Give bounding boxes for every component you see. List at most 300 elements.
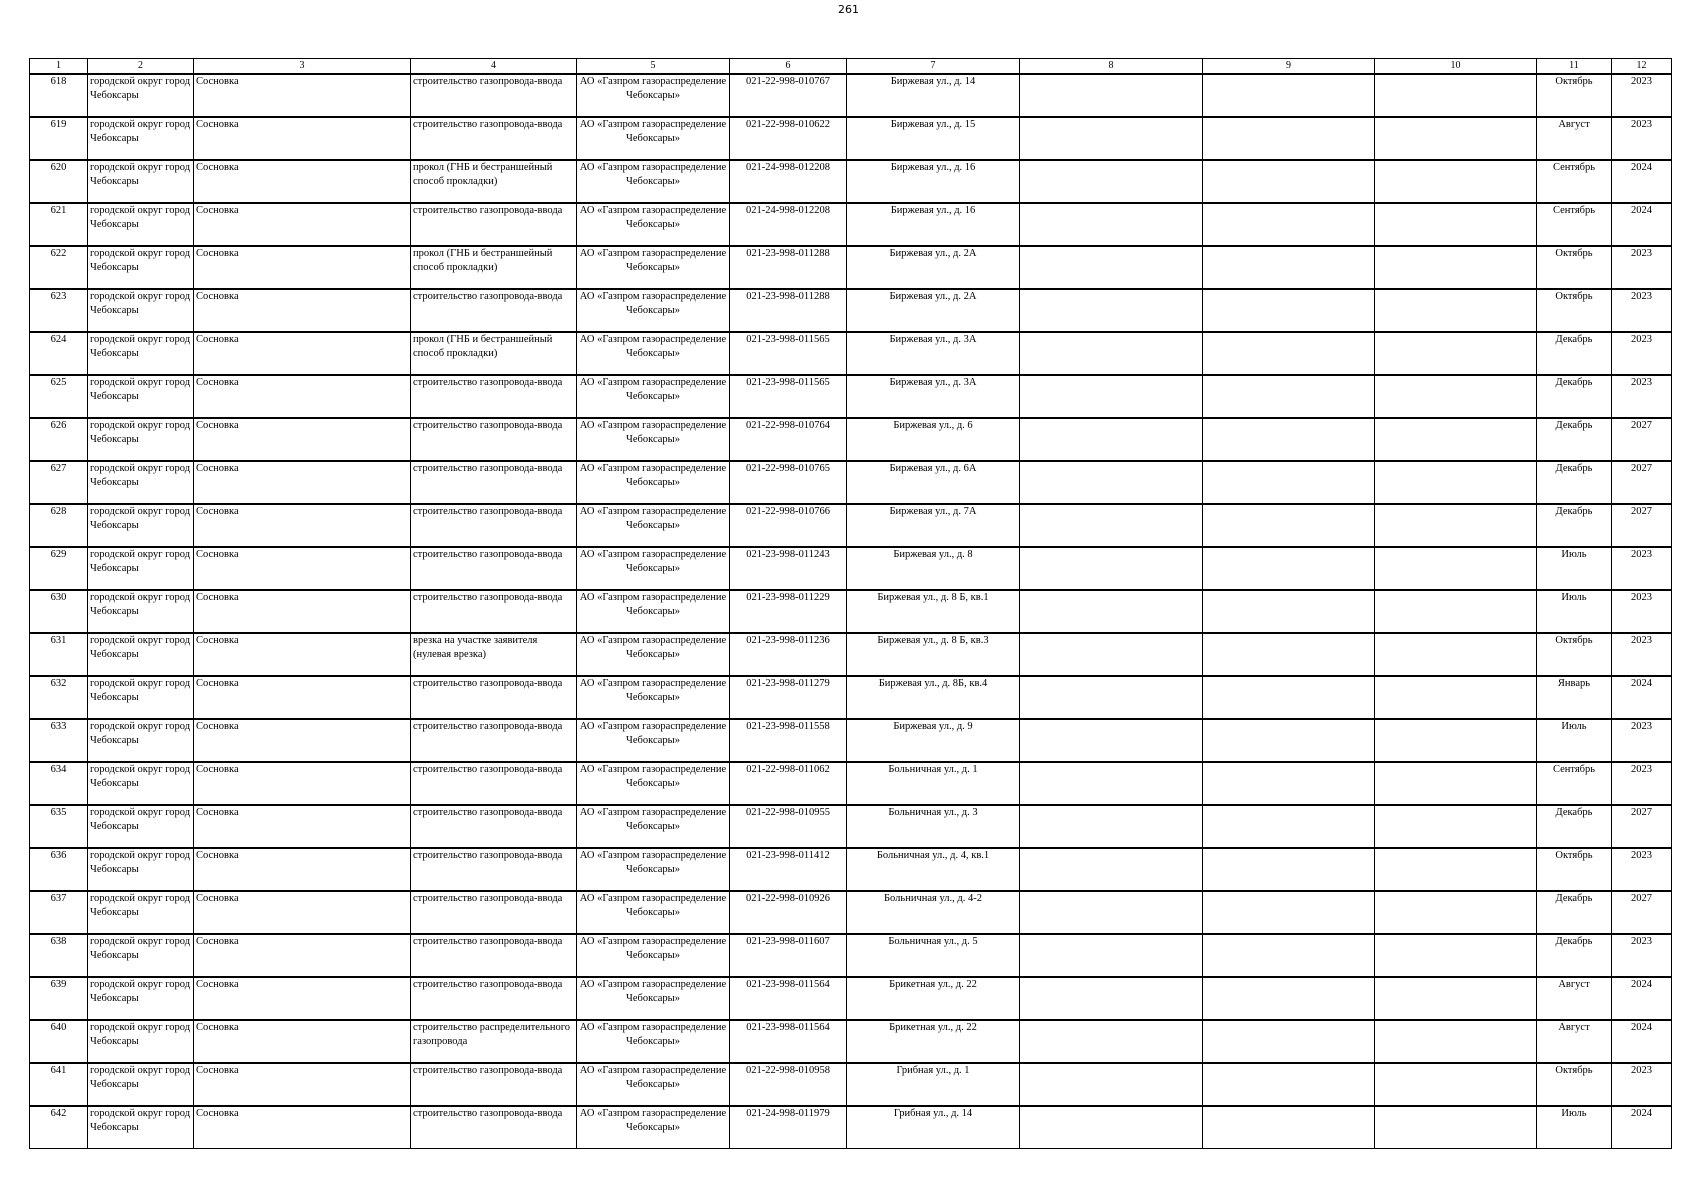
empty-cell-9 <box>1203 934 1375 977</box>
column-header: 7 <box>847 59 1020 75</box>
work-type-cell: строительство газопровода-ввода <box>411 934 577 977</box>
municipality-cell: городской округ город Чебоксары <box>88 375 194 418</box>
column-header: 4 <box>411 59 577 75</box>
locality-cell: Сосновка <box>194 891 411 934</box>
locality-cell: Сосновка <box>194 289 411 332</box>
application-code-cell: 021-23-998-011565 <box>730 332 847 375</box>
empty-cell-9 <box>1203 332 1375 375</box>
row-number-cell: 631 <box>30 633 88 676</box>
empty-cell-9 <box>1203 160 1375 203</box>
address-cell: Брикетная ул., д. 22 <box>847 1020 1020 1063</box>
table-row <box>30 332 1672 375</box>
row-number-cell: 620 <box>30 160 88 203</box>
locality-cell: Сосновка <box>194 1106 411 1149</box>
month-cell: Сентябрь <box>1537 160 1612 203</box>
empty-cell-9 <box>1203 676 1375 719</box>
organization-cell: АО «Газпром газораспределение Чебоксары» <box>577 289 730 332</box>
organization-cell: АО «Газпром газораспределение Чебоксары» <box>577 590 730 633</box>
empty-cell-8 <box>1020 676 1203 719</box>
application-code-cell: 021-22-998-010926 <box>730 891 847 934</box>
month-cell: Август <box>1537 1020 1612 1063</box>
month-cell: Июль <box>1537 1106 1612 1149</box>
table-row <box>30 1063 1672 1106</box>
municipality-cell: городской округ город Чебоксары <box>88 504 194 547</box>
table-row <box>30 891 1672 934</box>
address-cell: Биржевая ул., д. 16 <box>847 203 1020 246</box>
empty-cell-9 <box>1203 461 1375 504</box>
municipality-cell: городской округ город Чебоксары <box>88 1106 194 1149</box>
column-number-row <box>30 59 1672 75</box>
table-row <box>30 203 1672 246</box>
month-cell: Декабрь <box>1537 504 1612 547</box>
table-row <box>30 805 1672 848</box>
empty-cell-9 <box>1203 762 1375 805</box>
address-cell: Биржевая ул., д. 8 Б, кв.3 <box>847 633 1020 676</box>
year-cell: 2027 <box>1612 805 1672 848</box>
organization-cell: АО «Газпром газораспределение Чебоксары» <box>577 1063 730 1106</box>
empty-cell-9 <box>1203 117 1375 160</box>
year-cell: 2024 <box>1612 676 1672 719</box>
locality-cell: Сосновка <box>194 117 411 160</box>
address-cell: Больничная ул., д. 4, кв.1 <box>847 848 1020 891</box>
address-cell: Больничная ул., д. 5 <box>847 934 1020 977</box>
application-code-cell: 021-22-998-010622 <box>730 117 847 160</box>
row-number-cell: 629 <box>30 547 88 590</box>
address-cell: Биржевая ул., д. 6А <box>847 461 1020 504</box>
organization-cell: АО «Газпром газораспределение Чебоксары» <box>577 934 730 977</box>
year-cell: 2023 <box>1612 246 1672 289</box>
row-number-cell: 626 <box>30 418 88 461</box>
year-cell: 2023 <box>1612 375 1672 418</box>
table-row <box>30 461 1672 504</box>
month-cell: Сентябрь <box>1537 203 1612 246</box>
organization-cell: АО «Газпром газораспределение Чебоксары» <box>577 977 730 1020</box>
address-cell: Больничная ул., д. 4-2 <box>847 891 1020 934</box>
year-cell: 2023 <box>1612 547 1672 590</box>
year-cell: 2023 <box>1612 74 1672 117</box>
empty-cell-9 <box>1203 504 1375 547</box>
empty-cell-8 <box>1020 461 1203 504</box>
empty-cell-10 <box>1375 504 1537 547</box>
application-code-cell: 021-23-998-011288 <box>730 289 847 332</box>
work-type-cell: строительство газопровода-ввода <box>411 418 577 461</box>
organization-cell: АО «Газпром газораспределение Чебоксары» <box>577 719 730 762</box>
empty-cell-8 <box>1020 547 1203 590</box>
row-number-cell: 638 <box>30 934 88 977</box>
table-row <box>30 977 1672 1020</box>
empty-cell-8 <box>1020 934 1203 977</box>
address-cell: Биржевая ул., д. 8 <box>847 547 1020 590</box>
month-cell: Август <box>1537 977 1612 1020</box>
application-code-cell: 021-22-998-010766 <box>730 504 847 547</box>
empty-cell-8 <box>1020 332 1203 375</box>
locality-cell: Сосновка <box>194 1020 411 1063</box>
empty-cell-9 <box>1203 590 1375 633</box>
empty-cell-10 <box>1375 891 1537 934</box>
table-row <box>30 848 1672 891</box>
work-type-cell: строительство газопровода-ввода <box>411 461 577 504</box>
locality-cell: Сосновка <box>194 375 411 418</box>
year-cell: 2024 <box>1612 203 1672 246</box>
organization-cell: АО «Газпром газораспределение Чебоксары» <box>577 504 730 547</box>
empty-cell-10 <box>1375 1020 1537 1063</box>
month-cell: Январь <box>1537 676 1612 719</box>
empty-cell-8 <box>1020 375 1203 418</box>
empty-cell-10 <box>1375 762 1537 805</box>
empty-cell-8 <box>1020 246 1203 289</box>
address-cell: Биржевая ул., д. 2А <box>847 289 1020 332</box>
row-number-cell: 628 <box>30 504 88 547</box>
empty-cell-9 <box>1203 418 1375 461</box>
organization-cell: АО «Газпром газораспределение Чебоксары» <box>577 1106 730 1149</box>
empty-cell-10 <box>1375 676 1537 719</box>
locality-cell: Сосновка <box>194 1063 411 1106</box>
year-cell: 2023 <box>1612 934 1672 977</box>
column-header: 10 <box>1375 59 1537 75</box>
row-number-cell: 627 <box>30 461 88 504</box>
row-number-cell: 637 <box>30 891 88 934</box>
application-code-cell: 021-24-998-012208 <box>730 203 847 246</box>
organization-cell: АО «Газпром газораспределение Чебоксары» <box>577 418 730 461</box>
empty-cell-9 <box>1203 203 1375 246</box>
empty-cell-10 <box>1375 332 1537 375</box>
work-type-cell: строительство газопровода-ввода <box>411 375 577 418</box>
month-cell: Декабрь <box>1537 375 1612 418</box>
locality-cell: Сосновка <box>194 461 411 504</box>
month-cell: Сентябрь <box>1537 762 1612 805</box>
empty-cell-9 <box>1203 891 1375 934</box>
empty-cell-8 <box>1020 762 1203 805</box>
column-header: 3 <box>194 59 411 75</box>
month-cell: Декабрь <box>1537 332 1612 375</box>
month-cell: Август <box>1537 117 1612 160</box>
work-type-cell: прокол (ГНБ и бестраншейный способ прокладки) <box>411 246 577 289</box>
organization-cell: АО «Газпром газораспределение Чебоксары» <box>577 1020 730 1063</box>
year-cell: 2024 <box>1612 977 1672 1020</box>
application-code-cell: 021-23-998-011236 <box>730 633 847 676</box>
table-body <box>30 74 1672 1149</box>
application-code-cell: 021-23-998-011564 <box>730 977 847 1020</box>
work-type-cell: строительство газопровода-ввода <box>411 289 577 332</box>
municipality-cell: городской округ город Чебоксары <box>88 547 194 590</box>
empty-cell-10 <box>1375 117 1537 160</box>
empty-cell-10 <box>1375 719 1537 762</box>
year-cell: 2027 <box>1612 461 1672 504</box>
empty-cell-8 <box>1020 160 1203 203</box>
municipality-cell: городской округ город Чебоксары <box>88 977 194 1020</box>
empty-cell-8 <box>1020 805 1203 848</box>
column-header: 1 <box>30 59 88 75</box>
organization-cell: АО «Газпром газораспределение Чебоксары» <box>577 117 730 160</box>
row-number-cell: 633 <box>30 719 88 762</box>
locality-cell: Сосновка <box>194 74 411 117</box>
application-code-cell: 021-22-998-011062 <box>730 762 847 805</box>
application-code-cell: 021-22-998-010955 <box>730 805 847 848</box>
locality-cell: Сосновка <box>194 332 411 375</box>
municipality-cell: городской округ город Чебоксары <box>88 805 194 848</box>
work-type-cell: строительство газопровода-ввода <box>411 203 577 246</box>
organization-cell: АО «Газпром газораспределение Чебоксары» <box>577 633 730 676</box>
locality-cell: Сосновка <box>194 418 411 461</box>
month-cell: Октябрь <box>1537 848 1612 891</box>
address-cell: Биржевая ул., д. 16 <box>847 160 1020 203</box>
empty-cell-9 <box>1203 977 1375 1020</box>
application-code-cell: 021-23-998-011412 <box>730 848 847 891</box>
empty-cell-9 <box>1203 633 1375 676</box>
empty-cell-10 <box>1375 246 1537 289</box>
table-row <box>30 375 1672 418</box>
empty-cell-10 <box>1375 977 1537 1020</box>
municipality-cell: городской округ город Чебоксары <box>88 590 194 633</box>
table-row <box>30 504 1672 547</box>
empty-cell-9 <box>1203 805 1375 848</box>
address-cell: Биржевая ул., д. 7А <box>847 504 1020 547</box>
table-row <box>30 117 1672 160</box>
municipality-cell: городской округ город Чебоксары <box>88 160 194 203</box>
empty-cell-8 <box>1020 203 1203 246</box>
address-cell: Биржевая ул., д. 6 <box>847 418 1020 461</box>
municipality-cell: городской округ город Чебоксары <box>88 203 194 246</box>
locality-cell: Сосновка <box>194 805 411 848</box>
column-header: 6 <box>730 59 847 75</box>
table-row <box>30 719 1672 762</box>
year-cell: 2023 <box>1612 719 1672 762</box>
organization-cell: АО «Газпром газораспределение Чебоксары» <box>577 848 730 891</box>
municipality-cell: городской округ город Чебоксары <box>88 676 194 719</box>
column-header: 5 <box>577 59 730 75</box>
empty-cell-8 <box>1020 504 1203 547</box>
application-code-cell: 021-23-998-011565 <box>730 375 847 418</box>
locality-cell: Сосновка <box>194 203 411 246</box>
year-cell: 2023 <box>1612 633 1672 676</box>
application-code-cell: 021-22-998-010764 <box>730 418 847 461</box>
empty-cell-8 <box>1020 891 1203 934</box>
row-number-cell: 622 <box>30 246 88 289</box>
row-number-cell: 632 <box>30 676 88 719</box>
empty-cell-10 <box>1375 375 1537 418</box>
organization-cell: АО «Газпром газораспределение Чебоксары» <box>577 332 730 375</box>
work-type-cell: строительство газопровода-ввода <box>411 719 577 762</box>
application-code-cell: 021-24-998-011979 <box>730 1106 847 1149</box>
month-cell: Июль <box>1537 547 1612 590</box>
year-cell: 2027 <box>1612 418 1672 461</box>
year-cell: 2023 <box>1612 848 1672 891</box>
empty-cell-10 <box>1375 1063 1537 1106</box>
empty-cell-9 <box>1203 1106 1375 1149</box>
work-type-cell: строительство газопровода-ввода <box>411 504 577 547</box>
row-number-cell: 630 <box>30 590 88 633</box>
address-cell: Биржевая ул., д. 8 Б, кв.1 <box>847 590 1020 633</box>
table-row <box>30 246 1672 289</box>
empty-cell-10 <box>1375 848 1537 891</box>
row-number-cell: 642 <box>30 1106 88 1149</box>
locality-cell: Сосновка <box>194 547 411 590</box>
locality-cell: Сосновка <box>194 719 411 762</box>
year-cell: 2023 <box>1612 289 1672 332</box>
address-cell: Брикетная ул., д. 22 <box>847 977 1020 1020</box>
month-cell: Декабрь <box>1537 805 1612 848</box>
organization-cell: АО «Газпром газораспределение Чебоксары» <box>577 160 730 203</box>
application-code-cell: 021-23-998-011564 <box>730 1020 847 1063</box>
table-row <box>30 1106 1672 1149</box>
table-row <box>30 160 1672 203</box>
table-row <box>30 289 1672 332</box>
municipality-cell: городской округ город Чебоксары <box>88 117 194 160</box>
organization-cell: АО «Газпром газораспределение Чебоксары» <box>577 891 730 934</box>
empty-cell-8 <box>1020 719 1203 762</box>
year-cell: 2023 <box>1612 590 1672 633</box>
empty-cell-9 <box>1203 547 1375 590</box>
column-header: 2 <box>88 59 194 75</box>
row-number-cell: 624 <box>30 332 88 375</box>
column-header: 8 <box>1020 59 1203 75</box>
address-cell: Биржевая ул., д. 9 <box>847 719 1020 762</box>
row-number-cell: 641 <box>30 1063 88 1106</box>
address-cell: Больничная ул., д. 1 <box>847 762 1020 805</box>
empty-cell-10 <box>1375 1106 1537 1149</box>
empty-cell-8 <box>1020 633 1203 676</box>
work-type-cell: строительство газопровода-ввода <box>411 805 577 848</box>
work-type-cell: строительство газопровода-ввода <box>411 74 577 117</box>
locality-cell: Сосновка <box>194 160 411 203</box>
organization-cell: АО «Газпром газораспределение Чебоксары» <box>577 805 730 848</box>
empty-cell-9 <box>1203 1063 1375 1106</box>
application-code-cell: 021-23-998-011243 <box>730 547 847 590</box>
work-type-cell: прокол (ГНБ и бестраншейный способ прокладки) <box>411 160 577 203</box>
organization-cell: АО «Газпром газораспределение Чебоксары» <box>577 203 730 246</box>
year-cell: 2024 <box>1612 1020 1672 1063</box>
municipality-cell: городской округ город Чебоксары <box>88 719 194 762</box>
empty-cell-10 <box>1375 160 1537 203</box>
table-row <box>30 1020 1672 1063</box>
month-cell: Декабрь <box>1537 891 1612 934</box>
work-type-cell: строительство газопровода-ввода <box>411 848 577 891</box>
work-type-cell: прокол (ГНБ и бестраншейный способ прокладки) <box>411 332 577 375</box>
empty-cell-10 <box>1375 590 1537 633</box>
municipality-cell: городской округ город Чебоксары <box>88 332 194 375</box>
municipality-cell: городской округ город Чебоксары <box>88 461 194 504</box>
year-cell: 2024 <box>1612 160 1672 203</box>
table-row <box>30 934 1672 977</box>
empty-cell-9 <box>1203 246 1375 289</box>
column-header: 12 <box>1612 59 1672 75</box>
empty-cell-10 <box>1375 805 1537 848</box>
empty-cell-9 <box>1203 1020 1375 1063</box>
address-cell: Грибная ул., д. 14 <box>847 1106 1020 1149</box>
table-row <box>30 676 1672 719</box>
row-number-cell: 636 <box>30 848 88 891</box>
application-code-cell: 021-23-998-011288 <box>730 246 847 289</box>
empty-cell-8 <box>1020 289 1203 332</box>
empty-cell-8 <box>1020 117 1203 160</box>
locality-cell: Сосновка <box>194 676 411 719</box>
row-number-cell: 635 <box>30 805 88 848</box>
table-row <box>30 74 1672 117</box>
works-table <box>29 58 1672 1149</box>
application-code-cell: 021-24-998-012208 <box>730 160 847 203</box>
row-number-cell: 640 <box>30 1020 88 1063</box>
empty-cell-10 <box>1375 289 1537 332</box>
application-code-cell: 021-22-998-010765 <box>730 461 847 504</box>
application-code-cell: 021-23-998-011229 <box>730 590 847 633</box>
address-cell: Биржевая ул., д. 15 <box>847 117 1020 160</box>
organization-cell: АО «Газпром газораспределение Чебоксары» <box>577 461 730 504</box>
application-code-cell: 021-23-998-011607 <box>730 934 847 977</box>
address-cell: Грибная ул., д. 1 <box>847 1063 1020 1106</box>
year-cell: 2024 <box>1612 1106 1672 1149</box>
month-cell: Декабрь <box>1537 461 1612 504</box>
locality-cell: Сосновка <box>194 934 411 977</box>
work-type-cell: строительство газопровода-ввода <box>411 590 577 633</box>
work-type-cell: строительство газопровода-ввода <box>411 676 577 719</box>
municipality-cell: городской округ город Чебоксары <box>88 1020 194 1063</box>
locality-cell: Сосновка <box>194 848 411 891</box>
organization-cell: АО «Газпром газораспределение Чебоксары» <box>577 375 730 418</box>
address-cell: Биржевая ул., д. 14 <box>847 74 1020 117</box>
address-cell: Биржевая ул., д. 3А <box>847 332 1020 375</box>
month-cell: Октябрь <box>1537 289 1612 332</box>
month-cell: Октябрь <box>1537 633 1612 676</box>
empty-cell-10 <box>1375 934 1537 977</box>
month-cell: Октябрь <box>1537 74 1612 117</box>
address-cell: Больничная ул., д. 3 <box>847 805 1020 848</box>
month-cell: Июль <box>1537 719 1612 762</box>
work-type-cell: строительство газопровода-ввода <box>411 762 577 805</box>
row-number-cell: 625 <box>30 375 88 418</box>
municipality-cell: городской округ город Чебоксары <box>88 934 194 977</box>
empty-cell-8 <box>1020 1020 1203 1063</box>
municipality-cell: городской округ город Чебоксары <box>88 246 194 289</box>
row-number-cell: 618 <box>30 74 88 117</box>
row-number-cell: 639 <box>30 977 88 1020</box>
year-cell: 2027 <box>1612 504 1672 547</box>
organization-cell: АО «Газпром газораспределение Чебоксары» <box>577 246 730 289</box>
empty-cell-8 <box>1020 848 1203 891</box>
application-code-cell: 021-22-998-010767 <box>730 74 847 117</box>
row-number-cell: 634 <box>30 762 88 805</box>
address-cell: Биржевая ул., д. 8Б, кв.4 <box>847 676 1020 719</box>
empty-cell-8 <box>1020 1063 1203 1106</box>
year-cell: 2023 <box>1612 1063 1672 1106</box>
work-type-cell: строительство газопровода-ввода <box>411 977 577 1020</box>
empty-cell-8 <box>1020 74 1203 117</box>
address-cell: Биржевая ул., д. 2А <box>847 246 1020 289</box>
empty-cell-9 <box>1203 289 1375 332</box>
work-type-cell: строительство распределительного газопровода <box>411 1020 577 1063</box>
empty-cell-10 <box>1375 461 1537 504</box>
empty-cell-8 <box>1020 977 1203 1020</box>
column-header: 9 <box>1203 59 1375 75</box>
locality-cell: Сосновка <box>194 246 411 289</box>
locality-cell: Сосновка <box>194 977 411 1020</box>
row-number-cell: 621 <box>30 203 88 246</box>
empty-cell-8 <box>1020 590 1203 633</box>
organization-cell: АО «Газпром газораспределение Чебоксары» <box>577 547 730 590</box>
year-cell: 2023 <box>1612 762 1672 805</box>
empty-cell-9 <box>1203 719 1375 762</box>
municipality-cell: городской округ город Чебоксары <box>88 891 194 934</box>
empty-cell-9 <box>1203 74 1375 117</box>
empty-cell-9 <box>1203 375 1375 418</box>
municipality-cell: городской округ город Чебоксары <box>88 74 194 117</box>
empty-cell-10 <box>1375 547 1537 590</box>
column-header: 11 <box>1537 59 1612 75</box>
empty-cell-8 <box>1020 418 1203 461</box>
empty-cell-10 <box>1375 633 1537 676</box>
organization-cell: АО «Газпром газораспределение Чебоксары» <box>577 762 730 805</box>
empty-cell-10 <box>1375 203 1537 246</box>
locality-cell: Сосновка <box>194 504 411 547</box>
